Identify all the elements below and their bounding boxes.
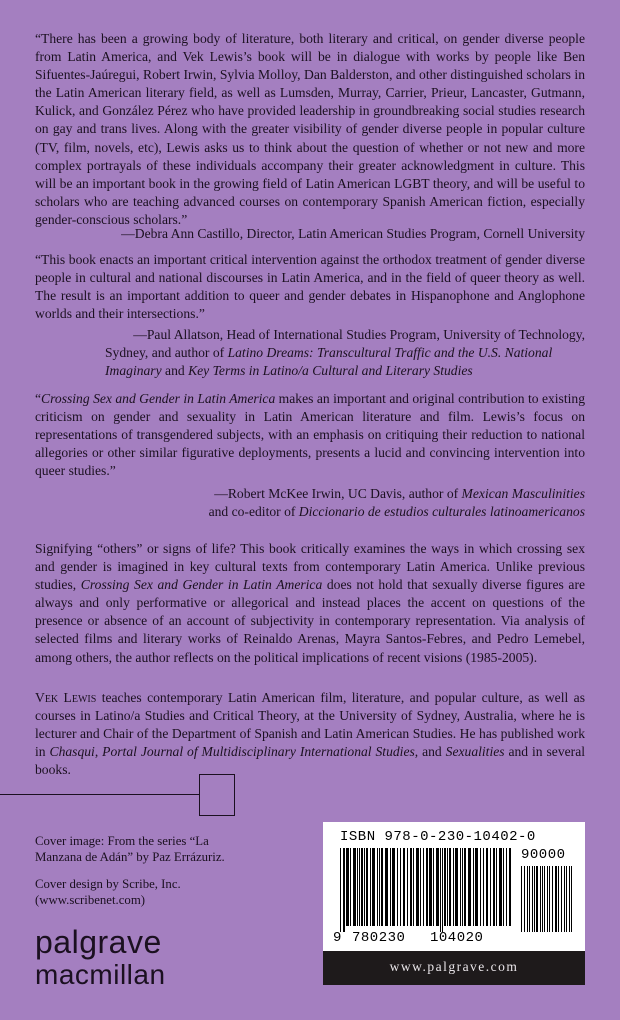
barcode-bar (453, 848, 454, 926)
barcode-bar (377, 848, 378, 926)
barcode-bar (410, 848, 412, 926)
barcode-bar (426, 848, 428, 926)
book-title-key-terms: Key Terms in Latino/a Cultural and Literary Studies (188, 363, 473, 379)
barcode-bar (536, 866, 538, 932)
barcode-bar (423, 848, 424, 926)
barcode-bar (381, 848, 383, 926)
barcode-bar (350, 848, 351, 926)
attribution-allatson-line2 (105, 344, 585, 380)
barcode-bar (540, 866, 541, 932)
barcode-bar (571, 866, 572, 932)
barcode-bar (416, 848, 419, 926)
barcode-bar (473, 848, 474, 926)
journal-portal: Portal Journal of Multidisciplinary International Studies (102, 744, 415, 760)
barcode-lead-digit: 9 (333, 930, 342, 946)
barcode-bar (493, 848, 495, 926)
barcode-bar (552, 866, 553, 932)
cover-image-credit-line2: Manzana de Adán” by Paz Errázuriz. (35, 850, 225, 865)
barcode-bar (529, 866, 530, 932)
barcode-bar (343, 848, 345, 932)
barcode-bar (547, 866, 548, 932)
barcode-bar (561, 866, 562, 932)
barcode-bar (366, 848, 368, 926)
barcode-bar (496, 848, 497, 926)
barcode-bar (564, 866, 565, 932)
barcode-bar (542, 866, 543, 932)
barcode-bar (397, 848, 398, 926)
publisher-logo-palgrave: palgrave (35, 924, 162, 960)
author-bio-part1: teaches contemporary Latin American film, literature, and popular culture, as well as courses in Latino/a Studies and Critical Theory, at the University of Sydney, Australia, where he is lecturer and Chair of the Department of Spanish and Latin American Studies. He has published work in (35, 690, 585, 760)
blurb-irwin-text: makes an important and original contribution to existing criticism on gender and sexuality in Latin American literature and film. Lewis’s focus on representations of transgendered subjects, with an emphasis on critiquing their reduction to national allegories or other similar figurative deployments, presents a lucid and convincing intervention into queer studies.” (35, 391, 585, 479)
barcode-bar (403, 848, 405, 926)
barcode-bar (499, 848, 502, 926)
barcode-bar (370, 848, 371, 926)
barcode-bar (436, 848, 439, 926)
author-name: Vek Lewis (35, 690, 97, 705)
barcode-bar (442, 848, 443, 932)
barcode-bar (379, 848, 380, 926)
attribution-allatson-and: and (161, 363, 189, 379)
barcode-bar (569, 866, 570, 932)
publisher-logo-macmillan: macmillan (35, 959, 166, 990)
isbn-barcode (338, 848, 513, 932)
cover-image-credit-line1: Cover image: From the series “La (35, 834, 209, 848)
attribution-castillo: —Debra Ann Castillo, Director, Latin American Studies Program, Cornell University (121, 226, 585, 241)
barcode-bar (372, 848, 375, 926)
barcode-bar (532, 866, 533, 932)
book-title-mexican-masculinities: Mexican Masculinities (461, 486, 585, 501)
barcode-bar (420, 848, 421, 926)
barcode-bar (444, 848, 446, 926)
barcode-bar (480, 848, 481, 926)
barcode-bar (468, 848, 471, 926)
barcode-bar (433, 848, 434, 926)
barcode-bar (390, 848, 391, 926)
author-bio-sep2: , and (414, 744, 446, 760)
book-description (35, 540, 585, 667)
cover-design-credit-line1: Cover design by Scribe, Inc. (35, 877, 181, 891)
barcode-bar (413, 848, 414, 926)
barcode-bar (340, 848, 341, 932)
attribution-irwin-line2 (209, 503, 585, 521)
barcode-bar (527, 866, 528, 932)
publisher-website: www.palgrave.com (389, 959, 519, 974)
barcode-bar (524, 866, 525, 932)
journal-chasqui: Chasqui (49, 744, 95, 760)
barcode-bar (429, 848, 432, 926)
blurb-irwin-open-quote: “ (35, 391, 42, 406)
description-part2: does not hold that sexually diverse figures are always and only performative or allegorical and instead places the accent on questions of the presence or absence of an account of subjectivity in contemporary representation. Via analysis of selected films and literary works of Reinaldo Arenas, Mayra Santos-Febres, and Pedro Lemebel, among others, the author reflects on the political implications of recent visions (1985-2005). (35, 577, 585, 665)
cover-design-credit (35, 876, 181, 908)
barcode-bar (364, 848, 365, 926)
price-barcode (519, 866, 575, 932)
barcode-bar (555, 866, 557, 932)
cover-image-credit (35, 833, 225, 865)
barcode-bar (483, 848, 484, 926)
barcode-bar (566, 866, 567, 932)
barcode-bar (486, 848, 488, 926)
barcode-bar (521, 866, 522, 932)
barcode-bar (346, 848, 349, 926)
blurb-allatson: “This book enacts an important critical intervention against the orthodox treatment of gender diverse people in cultural and national discourses in Latin America, and in the field of queer theory as well. The result is an important addition to queer and gender debates in Hispanophone and Anglophone worlds and their intersections.” (35, 252, 585, 322)
isbn-label: ISBN 978-0-230-10402-0 (340, 829, 536, 845)
book-title-diccionario: Diccionario de estudios culturales latinoamericanos (298, 504, 585, 519)
barcode-digits-right: 104020 (430, 930, 484, 946)
blurb-irwin-book-title: Crossing Sex and Gender in Latin America (41, 391, 276, 406)
decorative-box (199, 774, 235, 816)
barcode-bar (392, 848, 395, 926)
barcode-bar (490, 848, 491, 926)
barcode-bar (549, 866, 550, 932)
price-code: 90000 (521, 847, 566, 863)
barcode-bar (361, 848, 363, 926)
barcode-bar (447, 848, 448, 926)
barcode-bar (534, 866, 535, 932)
blurb-irwin (35, 390, 585, 480)
barcode-bar (475, 848, 478, 926)
attribution-allatson-line1: —Paul Allatson, Head of International Studies Program, University of Technology, (133, 327, 585, 342)
barcode-bar (359, 848, 360, 926)
barcode-bar (440, 848, 441, 932)
barcode-bar (357, 848, 358, 926)
barcode-bar (455, 848, 458, 926)
description-part1: Signifying “others” or signs of life? This book critically examines the ways in which crossing sex and gender is imagined in key cultural texts from contemporary Latin America. Unlike previous studies, (35, 541, 585, 593)
barcode-bar (462, 848, 463, 926)
barcode-bar (544, 866, 545, 932)
barcode-bar (449, 848, 451, 926)
decorative-rule (0, 794, 200, 795)
attribution-irwin-line1 (214, 485, 585, 503)
author-bio-part2: and in several books. (35, 744, 586, 778)
cover-design-credit-line2: (www.scribenet.com) (35, 893, 146, 908)
barcode-digits-left: 780230 (352, 930, 406, 946)
barcode-bar (464, 848, 466, 926)
attribution-allatson-prefix: Sydney, and author of (105, 345, 228, 360)
author-bio (35, 689, 585, 779)
attribution-irwin-prefix: —Robert McKee Irwin, UC Davis, author of (214, 486, 462, 501)
book-title-latino-dreams: Latino Dreams: Transcultural Traffic and the U.S. National Imaginary (105, 345, 553, 379)
blurb-castillo: “There has been a growing body of literature, both literary and critical, on gender diverse people from Latin America, and Vek Lewis’s book will be in dialogue with works by people like Ben Sifuentes-Jaúregui, Robert Irwin, Sylvia Molloy, Dan Balderston, and other distinguished scholars in the Latin American literary field, as well as Lumsden, Murray, Carrier, Prieur, Lancaster, Gutmann, Kulick, and González Pérez who have provided leadership in groundbreaking social studies research on gay and trans lives. Along with the greater visibility of gender diverse people in popular culture (TV, film, novels, etc), Lewis asks us to think about the question of whether or not new and more complex portrayals of these individuals accompany their greater acknowledgment in culture. This will be an important book in the growing field of Latin American LGBT theory, and will be useful to scholars who are teaching advanced courses on contemporary Spanish American fiction, especially gender-conscious scholars.” (35, 31, 585, 227)
attribution-irwin-coeditor: and co-editor of (208, 504, 299, 519)
barcode-bar (509, 848, 511, 926)
author-bio-sep1: , (94, 744, 103, 760)
barcode-bar (400, 848, 401, 926)
barcode-bar (460, 848, 461, 926)
barcode-bar (558, 866, 559, 932)
barcode-bar (407, 848, 408, 926)
barcode-bar (353, 848, 356, 926)
description-book-title: Crossing Sex and Gender in Latin America (80, 577, 323, 593)
barcode-bar (503, 848, 504, 926)
journal-sexualities: Sexualities (445, 744, 505, 760)
barcode-bar (385, 848, 388, 926)
barcode-bar (506, 848, 507, 926)
